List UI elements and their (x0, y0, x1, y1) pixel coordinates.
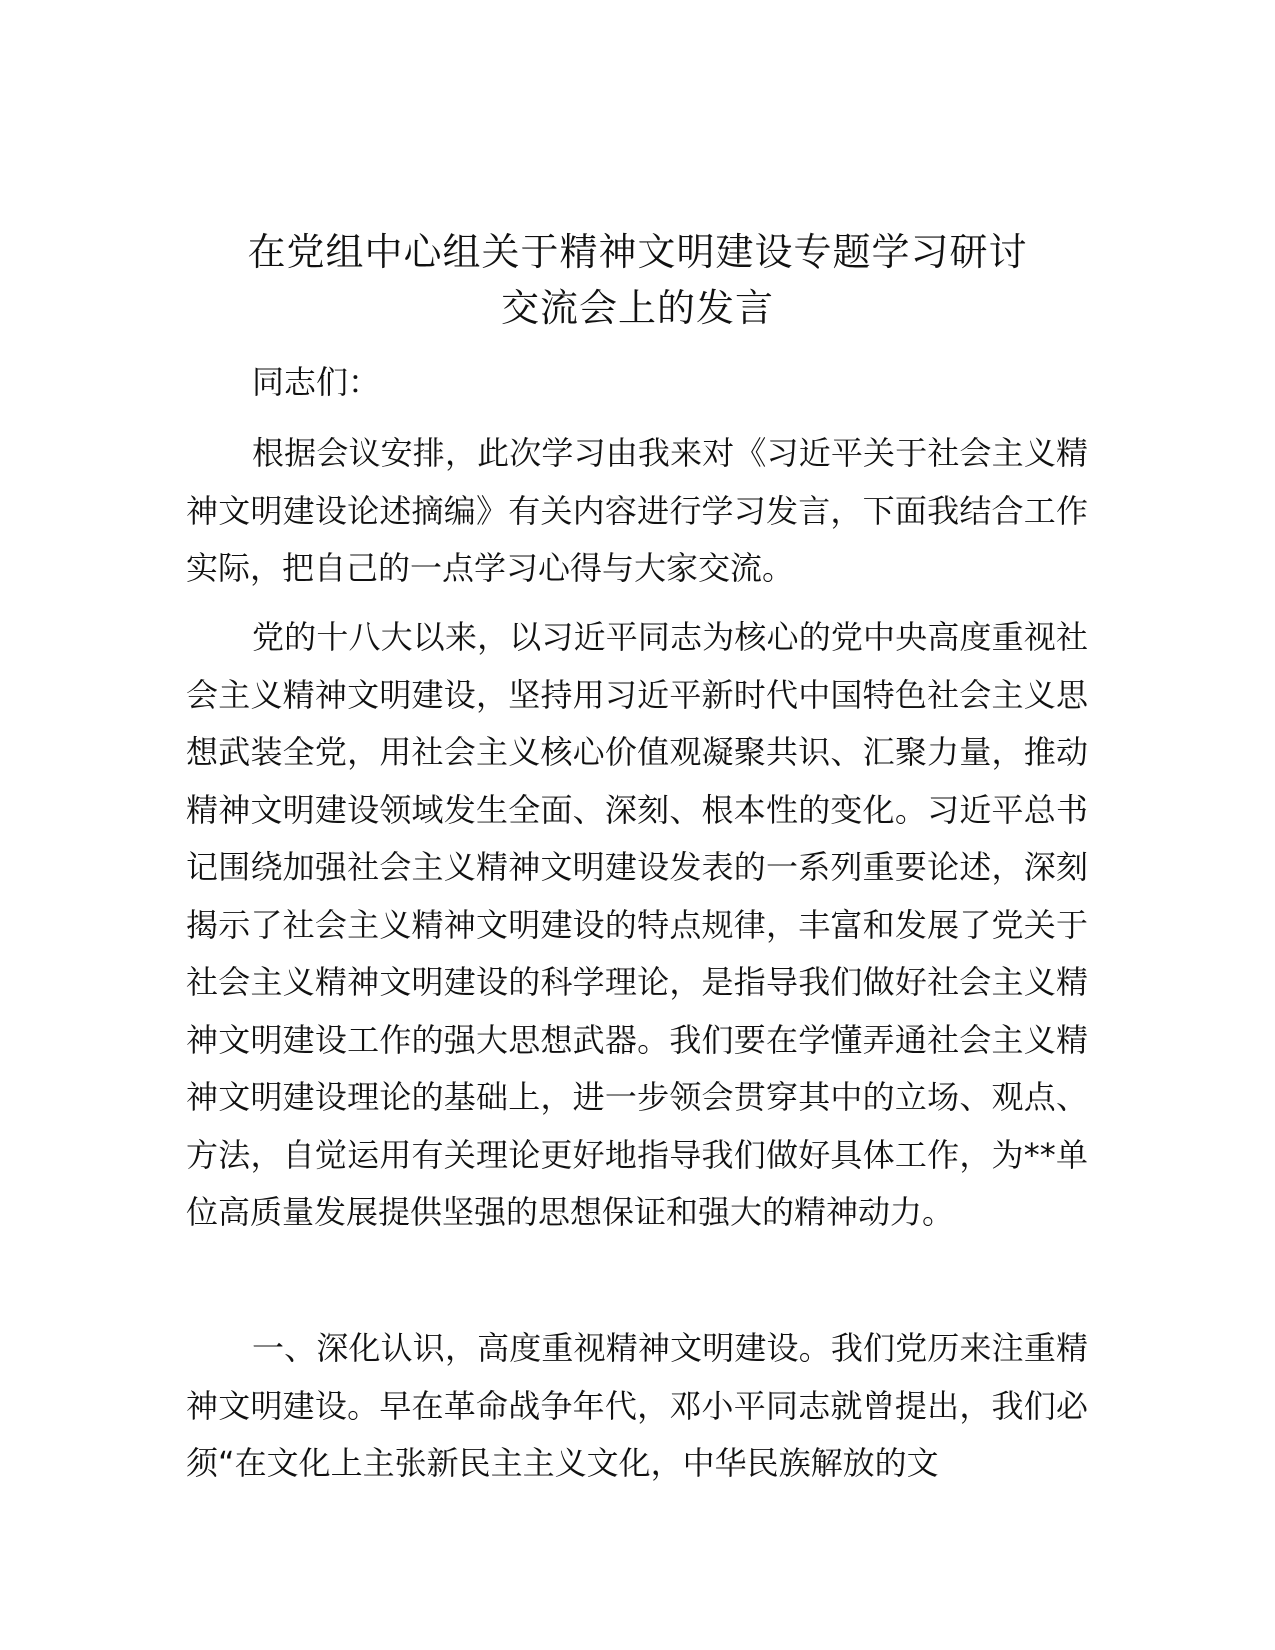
paragraph-background: 党的十八大以来，以习近平同志为核心的党中央高度重视社会主义精神文明建设，坚持用习近平新时代中国特色社会主义思想武装全党，用社会主义核心价值观凝聚共识、汇聚力量，推动精神文明建设领域发生全面、深刻、根本性的变化。习近平总书记围绕加强社会主义精神文明建设发表的一系列重要论述，深刻揭示了社会主义精神文明建设的特点规律，丰富和发展了党关于社会主义精神文明建设的科学理论，是指导我们做好社会主义精神文明建设工作的强大思想武器。我们要在学懂弄通社会主义精神文明建设理论的基础上，进一步领会贯穿其中的立场、观点、方法，自觉运用有关理论更好地指导我们做好具体工作，为**单位高质量发展提供坚强的思想保证和强大的精神动力。 (186, 618, 1088, 1231)
salutation: 同志们： (252, 363, 381, 401)
document-title-line-1: 在党组中心组关于精神文明建设专题学习研讨 (247, 230, 1028, 274)
paragraph-intro: 根据会议安排，此次学习由我来对《习近平关于社会主义精神文明建设论述摘编》有关内容进行学习发言，下面我结合工作实际，把自己的一点学习心得与大家交流。 (186, 434, 1088, 587)
document-title-line-2: 交流会上的发言 (500, 286, 774, 330)
paragraph-section-one: 一、深化认识，高度重视精神文明建设。我们党历来注重精神文明建设。早在革命战争年代，邓小平同志就曾提出，我们必须“在文化上主张新民主主义文化，中华民族解放的文 (186, 1329, 1088, 1482)
